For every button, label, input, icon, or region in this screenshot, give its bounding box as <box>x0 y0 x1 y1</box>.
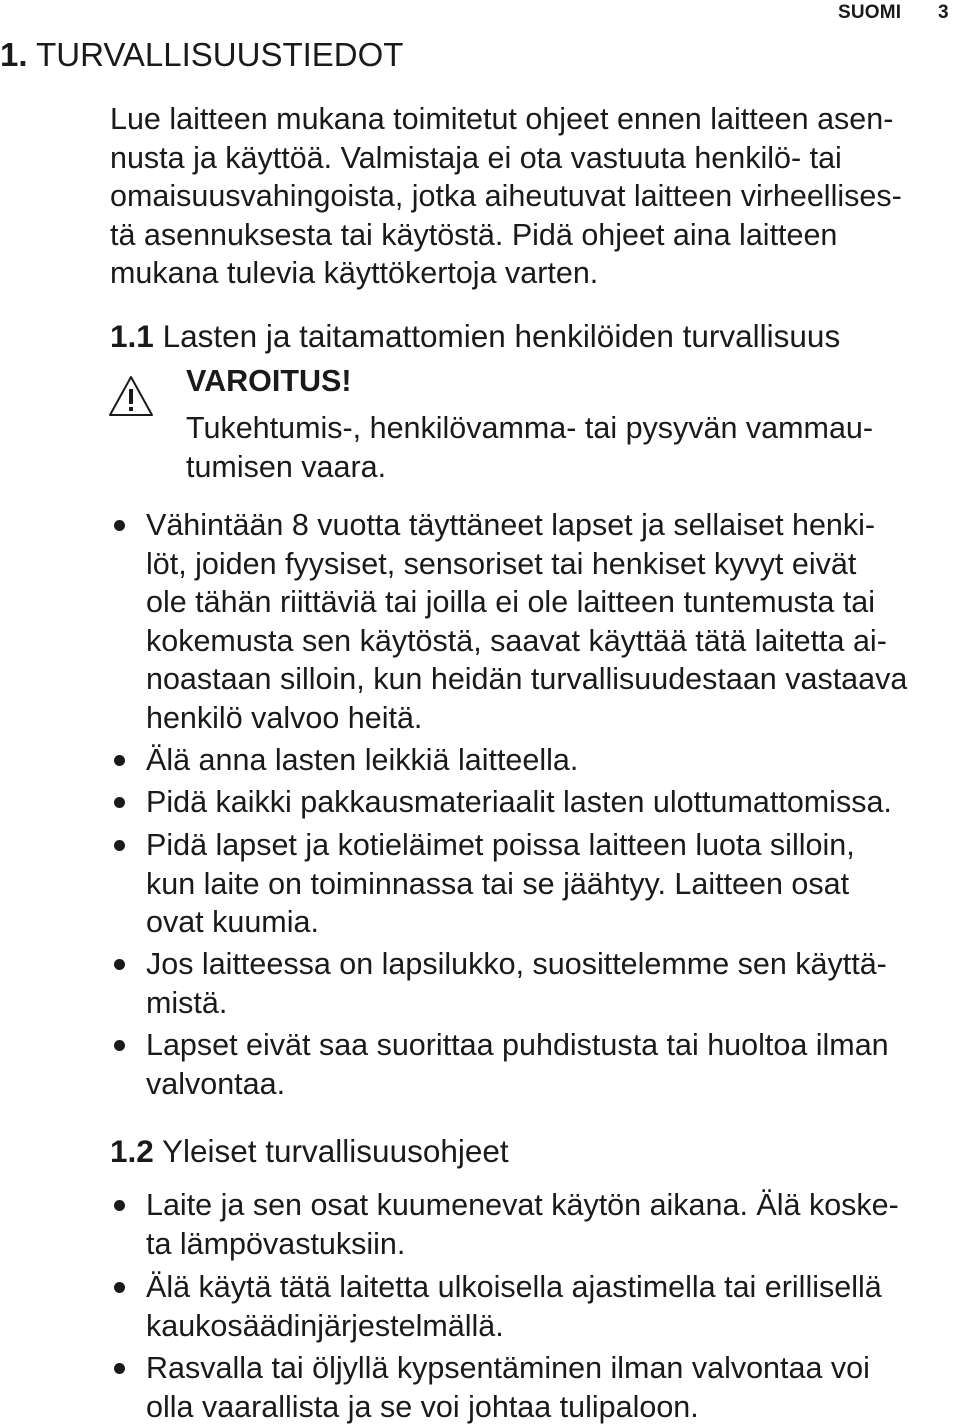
chapter-title <box>0 36 403 74</box>
section-heading-1-2 <box>110 1133 509 1170</box>
section-number: 1.1 <box>110 318 154 354</box>
list-item-line: Pidä kaikki pakkausmateriaalit lasten ulottumattomissa. <box>146 783 892 822</box>
section-heading-1-1 <box>110 318 840 355</box>
list-item-line: Pidä lapset ja kotieläimet poissa laitteen luota silloin, <box>146 826 855 865</box>
list-item-line: Jos laitteessa on lapsilukko, suosittelemme sen käyttä- <box>146 945 887 984</box>
warning-heading: VAROITUS! <box>186 364 352 399</box>
section-number: 1.2 <box>110 1133 154 1169</box>
list-item-line: Vähintään 8 vuotta täyttäneet lapset ja sellaiset henki- <box>146 506 907 545</box>
intro-line: Lue laitteen mukana toimitetut ohjeet ennen laitteen asen- <box>110 100 960 139</box>
list-item-line: valvontaa. <box>146 1065 889 1104</box>
intro-line: omaisuusvahingoista, jotka aiheutuvat laitteen virheellises- <box>110 177 960 216</box>
bullet-icon <box>114 520 125 531</box>
list-item-line: kun laite on toiminnassa tai se jäähtyy. Laitteen osat <box>146 865 855 904</box>
list-item-line: olla vaarallista ja se voi johtaa tulipaloon. <box>146 1388 870 1426</box>
list-item-line: Älä käytä tätä laitetta ulkoisella ajastimella tai erillisellä <box>146 1268 882 1307</box>
list-item-line: ta lämpövastuksiin. <box>146 1225 899 1264</box>
list-item-line: mistä. <box>146 984 887 1023</box>
language-label: SUOMI <box>838 2 901 24</box>
list-item-line: löt, joiden fyysiset, sensoriset tai henkiset kyvyt eivät <box>146 545 907 584</box>
bullet-icon <box>114 959 125 970</box>
list-item-line: ole tähän riittäviä tai joilla ei ole laitteen tuntemusta tai <box>146 583 907 622</box>
bullet-icon <box>114 1040 125 1051</box>
list-item-line: Laite ja sen osat kuumenevat käytön aikana. Älä koske- <box>146 1186 899 1225</box>
section-title-text: Lasten ja taitamattomien henkilöiden turvallisuus <box>163 318 841 354</box>
warning-line: tumisen vaara. <box>186 448 956 487</box>
bullet-icon <box>114 797 125 808</box>
section-title-text: Yleiset turvallisuusohjeet <box>162 1133 509 1169</box>
warning-line: Tukehtumis-, henkilövamma- tai pysyvän vammau- <box>186 409 956 448</box>
list-item-line: kokemusta sen käytöstä, saavat käyttää tätä laitetta ai- <box>146 622 907 661</box>
chapter-title-text: TURVALLISUUSTIEDOT <box>36 36 403 73</box>
warning-triangle-icon <box>108 375 154 417</box>
intro-line: nusta ja käyttöä. Valmistaja ei ota vastuuta henkilö- tai <box>110 139 960 178</box>
chapter-number: 1. <box>0 36 28 73</box>
list-item-line: henkilö valvoo heitä. <box>146 699 907 738</box>
bullet-icon <box>114 1282 125 1293</box>
intro-paragraph <box>110 100 960 293</box>
bullet-icon <box>114 1200 125 1211</box>
warning-text <box>186 409 956 486</box>
list-item-line: ovat kuumia. <box>146 903 855 942</box>
intro-line: tä asennuksesta tai käytöstä. Pidä ohjeet aina laitteen <box>110 216 960 255</box>
list-item-line: noastaan silloin, kun heidän turvallisuudestaan vastaava <box>146 660 907 699</box>
list-item-line: Rasvalla tai öljyllä kypsentäminen ilman valvontaa voi <box>146 1349 870 1388</box>
bullet-icon <box>114 840 125 851</box>
bullet-icon <box>114 1363 125 1374</box>
intro-line: mukana tulevia käyttökertoja varten. <box>110 254 960 293</box>
list-item-line: Lapset eivät saa suorittaa puhdistusta tai huoltoa ilman <box>146 1026 889 1065</box>
bullet-icon <box>114 755 125 766</box>
list-item-line: Älä anna lasten leikkiä laitteella. <box>146 741 578 780</box>
list-item-line: kaukosäädinjärjestelmällä. <box>146 1307 882 1346</box>
page-number: 3 <box>938 2 949 24</box>
